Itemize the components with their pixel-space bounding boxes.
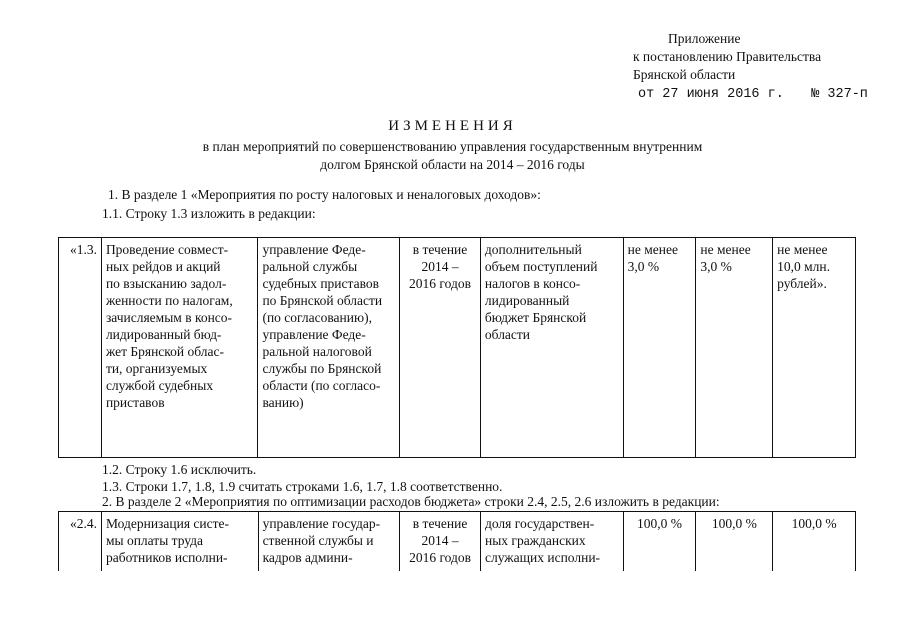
subtitle (0, 138, 905, 174)
period-cell: в течение 2014 – 2016 годов (400, 238, 481, 458)
paragraph-1-3: 1.3. Строки 1.7, 1.8, 1.9 считать строками 1.6, 1.7, 1.8 соответственно. (102, 479, 503, 494)
decree-date: от 27 июня 2016 г. (638, 87, 784, 102)
row-number: «2.4. (59, 512, 102, 572)
appendix-line-1: Приложение (668, 31, 741, 46)
paragraph-1-2: 1.2. Строку 1.6 исключить. (102, 462, 257, 477)
indicator-cell: доля государствен- ных гражданских служащих исполни- (480, 512, 623, 572)
paragraph-1-1: 1.1. Строку 1.3 изложить в редакции: (102, 206, 316, 221)
value-2016-cell: не менее 10,0 млн. рублей». (773, 238, 856, 458)
value-2014-cell: не менее 3,0 % (623, 238, 696, 458)
table-section-2 (58, 511, 856, 571)
paragraph-1: 1. В разделе 1 «Мероприятия по росту налоговых и неналоговых доходов»: (108, 187, 541, 202)
table-row (59, 238, 856, 458)
table-row (59, 512, 856, 572)
subtitle-line-1: в план мероприятий по совершенствованию управления государственным внутренним (202, 139, 703, 154)
appendix-line-3: Брянской области (633, 67, 736, 82)
event-cell: Модернизация систе- мы оплаты труда работников исполни- (101, 512, 258, 572)
decree-number: № 327-п (811, 87, 868, 102)
executor-cell: управление Феде- ральной службы судебных приставов по Брянской области (по согласованию), управление Феде- ральной налоговой службы по Брянской области (по согласо- ванию) (258, 238, 400, 458)
value-2015-cell: 100,0 % (696, 512, 773, 572)
indicator-cell: дополнительный объем поступлений налогов в консо- лидированный бюджет Брянской области (480, 238, 623, 458)
paragraph-2: 2. В разделе 2 «Мероприятия по оптимизации расходов бюджета» строки 2.4, 2.5, 2.6 изложить в редакции: (102, 494, 720, 509)
value-2016-cell: 100,0 % (773, 512, 856, 572)
value-2015-cell: не менее 3,0 % (696, 238, 773, 458)
subtitle-line-2: долгом Брянской области на 2014 – 2016 годы (320, 157, 585, 172)
row-number: «1.3. (59, 238, 102, 458)
page-title: ИЗМЕНЕНИЯ (388, 118, 517, 134)
period-cell: в течение 2014 – 2016 годов (400, 512, 481, 572)
appendix-line-2: к постановлению Правительства (633, 49, 822, 64)
table-section-1 (58, 237, 856, 458)
value-2014-cell: 100,0 % (623, 512, 696, 572)
executor-cell: управление государ- ственной службы и кадров админи- (258, 512, 400, 572)
event-cell: Проведение совмест- ных рейдов и акций по взысканию задол- женности по налогам, зачисляемым в консо- лидированный бюд- жет Брянской облас- ти, организуемых службой судебных приставов (101, 238, 258, 458)
appendix-block (630, 30, 868, 104)
appendix-date-line (630, 84, 868, 104)
